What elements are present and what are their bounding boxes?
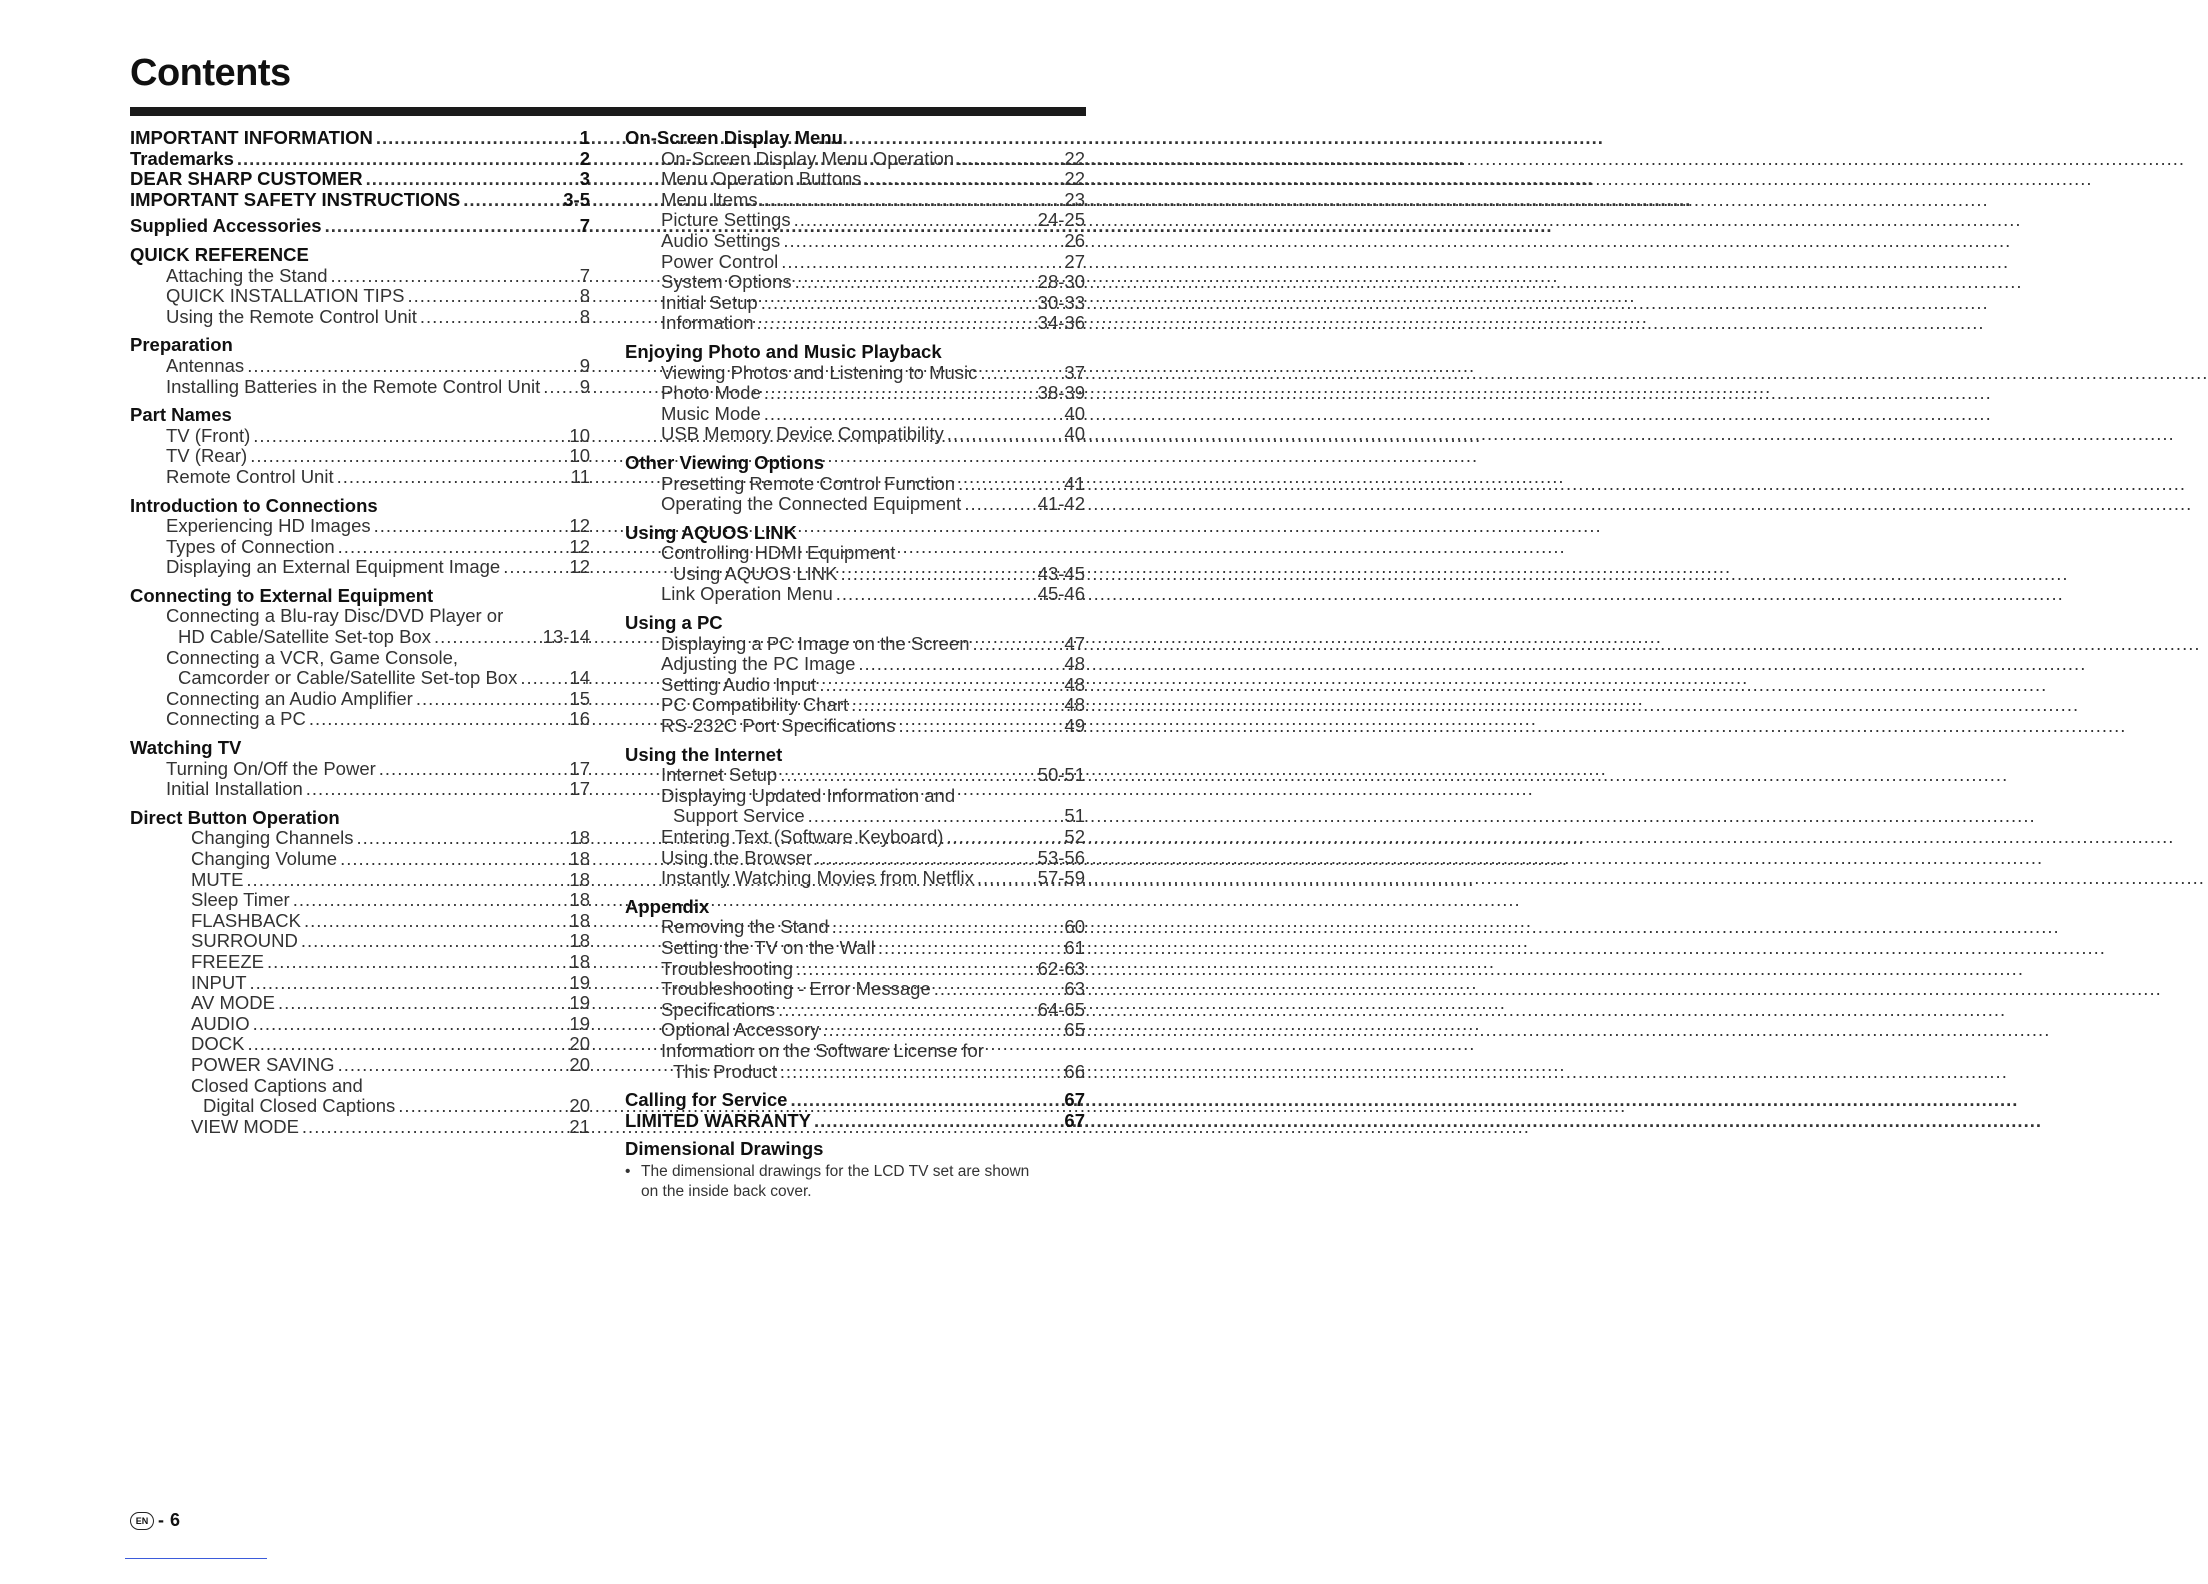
toc-entry[interactable]: Link Operation Menu ..... 45-46 <box>625 584 1085 605</box>
toc-entry[interactable]: Presetting Remote Control Function ..... 41 <box>625 474 1085 495</box>
toc-entry[interactable]: Using the Browser ..... 53-56 <box>625 848 1085 869</box>
toc-entry[interactable]: RS-232C Port Specifications ..... 49 <box>625 716 1085 737</box>
toc-entry-line[interactable]: Information on the Software License for <box>661 1039 984 1061</box>
section-heading: Watching TV <box>130 737 242 759</box>
toc-entry[interactable]: Changing Volume ..... 18 <box>130 849 590 870</box>
toc-entry-safety-instructions[interactable]: IMPORTANT SAFETY INSTRUCTIONS ..... 3-5 <box>130 190 590 211</box>
toc-entry[interactable]: Menu Operation Buttons ..... 22 <box>625 169 1085 190</box>
toc-entry[interactable]: Information ..... 34-36 <box>625 313 1085 334</box>
toc-entry[interactable]: Experiencing HD Images ..... 12 <box>130 516 590 537</box>
toc-entry-line[interactable]: Connecting a VCR, Game Console, <box>166 646 459 668</box>
toc-entry[interactable]: Removing the Stand ..... 60 <box>625 917 1085 938</box>
toc-entry[interactable]: Sleep Timer ..... 18 <box>130 890 590 911</box>
page-title: Contents <box>130 52 291 94</box>
toc-entry[interactable]: Power Control ..... 27 <box>625 252 1085 273</box>
section-heading: Preparation <box>130 334 233 356</box>
section-heading: Appendix <box>625 895 710 917</box>
toc-entry[interactable]: Picture Settings ..... 24-25 <box>625 210 1085 231</box>
toc-entry[interactable]: VIEW MODE ..... 21 <box>130 1117 590 1138</box>
page-number: 6 <box>170 1510 181 1530</box>
toc-entry[interactable]: Photo Mode ..... 38-39 <box>625 383 1085 404</box>
toc-entry[interactable]: TV (Rear) ..... 10 <box>130 446 590 467</box>
toc-entry[interactable]: Entering Text (Software Keyboard) ..... 52 <box>625 827 1085 848</box>
toc-entry[interactable]: Menu Items ..... 23 <box>625 190 1085 211</box>
toc-entry-line[interactable]: Controlling HDMI Equipment <box>661 542 896 564</box>
toc-entry[interactable]: Audio Settings ..... 26 <box>625 231 1085 252</box>
toc-entry-important-information[interactable]: IMPORTANT INFORMATION ..... 1 <box>130 128 590 149</box>
toc-entry-dear-sharp-customer[interactable]: DEAR SHARP CUSTOMER ..... 3 <box>130 169 590 190</box>
toc-entry[interactable]: Support Service ..... 51 <box>625 806 1085 827</box>
toc-entry[interactable]: Setting Audio Input ..... 48 <box>625 675 1085 696</box>
section-heading: QUICK REFERENCE <box>130 243 309 265</box>
section-heading: Dimensional Drawings <box>625 1138 824 1160</box>
toc-entry[interactable]: System Options ..... 28-30 <box>625 272 1085 293</box>
toc-entry[interactable]: Turning On/Off the Power ..... 17 <box>130 759 590 780</box>
toc-entry[interactable]: Internet Setup ..... 50-51 <box>625 765 1085 786</box>
toc-entry-trademarks[interactable]: Trademarks ..... 2 <box>130 149 590 170</box>
toc-entry[interactable]: AV MODE ..... 19 <box>130 993 590 1014</box>
toc-entry[interactable]: Music Mode ..... 40 <box>625 404 1085 425</box>
toc-left-column <box>130 128 590 1137</box>
toc-entry[interactable]: This Product ..... 66 <box>625 1062 1085 1083</box>
section-heading: Using AQUOS LINK <box>625 521 797 543</box>
toc-entry[interactable]: Installing Batteries in the Remote Control Unit ..... 9 <box>130 377 590 398</box>
section-heading: Introduction to Connections <box>130 494 378 516</box>
toc-entry-line[interactable]: Connecting a Blu-ray Disc/DVD Player or <box>166 605 504 627</box>
toc-entry[interactable]: Using the Remote Control Unit ..... 8 <box>130 307 590 328</box>
toc-entry[interactable]: FREEZE ..... 18 <box>130 952 590 973</box>
toc-entry[interactable]: Viewing Photos and Listening to Music ..... 37 <box>625 363 1085 384</box>
toc-entry[interactable]: On-Screen Display Menu Operation ..... 22 <box>625 149 1085 170</box>
toc-entry[interactable]: Initial Setup ..... 30-33 <box>625 293 1085 314</box>
toc-entry[interactable]: Antennas ..... 9 <box>130 356 590 377</box>
toc-entry[interactable]: Displaying a PC Image on the Screen ..... 47 <box>625 634 1085 655</box>
toc-entry[interactable]: Types of Connection ..... 12 <box>130 537 590 558</box>
toc-entry[interactable]: Troubleshooting - Error Message ..... 63 <box>625 979 1085 1000</box>
toc-entry[interactable]: USB Memory Device Compatibility ..... 40 <box>625 424 1085 445</box>
toc-entry[interactable]: Attaching the Stand ..... 7 <box>130 266 590 287</box>
toc-entry[interactable]: Connecting an Audio Amplifier ..... 15 <box>130 689 590 710</box>
toc-entry[interactable]: Camcorder or Cable/Satellite Set-top Box ..... 14 <box>130 668 590 689</box>
section-heading: Connecting to External Equipment <box>130 584 434 606</box>
footer-divider <box>125 1558 267 1559</box>
dimensional-note: • The dimensional drawings for the LCD TV set are shown on the inside back cover. <box>625 1162 1030 1200</box>
toc-entry[interactable]: Connecting a PC ..... 16 <box>130 709 590 730</box>
toc-entry[interactable]: AUDIO ..... 19 <box>130 1014 590 1035</box>
footer-separator: - <box>158 1510 164 1530</box>
toc-entry[interactable]: HD Cable/Satellite Set-top Box ..... 13-14 <box>130 627 590 648</box>
bullet-icon: • <box>625 1162 631 1180</box>
page-footer <box>130 1510 180 1531</box>
toc-entry[interactable]: Adjusting the PC Image ..... 48 <box>625 654 1085 675</box>
toc-entry[interactable]: Displaying an External Equipment Image ..... 12 <box>130 557 590 578</box>
toc-entry[interactable]: DOCK ..... 20 <box>130 1034 590 1055</box>
toc-entry[interactable]: Specifications ..... 64-65 <box>625 1000 1085 1021</box>
section-heading: Direct Button Operation <box>130 806 340 828</box>
section-heading: Enjoying Photo and Music Playback <box>625 340 942 362</box>
toc-entry[interactable]: Remote Control Unit ..... 11 <box>130 467 590 488</box>
toc-entry[interactable]: MUTE ..... 18 <box>130 870 590 891</box>
toc-entry[interactable]: Instantly Watching Movies from Netflix ..... 57-59 <box>625 868 1085 889</box>
section-heading: Using the Internet <box>625 743 783 765</box>
toc-entry[interactable]: Optional Accessory ..... 65 <box>625 1020 1085 1041</box>
toc-entry[interactable]: PC Compatibility Chart ..... 48 <box>625 695 1085 716</box>
toc-entry[interactable]: QUICK INSTALLATION TIPS ..... 8 <box>130 286 590 307</box>
toc-entry-limited-warranty[interactable]: LIMITED WARRANTY ..... 67 <box>625 1111 1085 1132</box>
section-heading: Other Viewing Options <box>625 451 825 473</box>
toc-entry[interactable]: Initial Installation ..... 17 <box>130 779 590 800</box>
toc-entry[interactable]: POWER SAVING ..... 20 <box>130 1055 590 1076</box>
toc-entry[interactable]: Setting the TV on the Wall ..... 61 <box>625 938 1085 959</box>
toc-entry-line[interactable]: Closed Captions and <box>191 1074 363 1096</box>
toc-entry[interactable]: Operating the Connected Equipment ..... 41-42 <box>625 494 1085 515</box>
toc-entry-calling-for-service[interactable]: Calling for Service ..... 67 <box>625 1090 1085 1111</box>
toc-entry[interactable]: FLASHBACK ..... 18 <box>130 911 590 932</box>
title-rule <box>130 107 1086 116</box>
toc-entry[interactable]: SURROUND ..... 18 <box>130 931 590 952</box>
toc-entry[interactable]: Using AQUOS LINK ..... 43-45 <box>625 564 1085 585</box>
toc-entry[interactable]: INPUT ..... 19 <box>130 973 590 994</box>
toc-entry-line[interactable]: Displaying Updated Information and <box>661 784 956 806</box>
language-badge-icon: EN <box>130 1512 154 1530</box>
section-heading: On-Screen Display Menu <box>625 127 843 148</box>
toc-entry-supplied-accessories[interactable]: Supplied Accessories ..... 7 <box>130 216 590 237</box>
toc-entry[interactable]: Digital Closed Captions ..... 20 <box>130 1096 590 1117</box>
section-heading: Part Names <box>130 404 232 426</box>
toc-entry[interactable]: Changing Channels ..... 18 <box>130 828 590 849</box>
toc-entry[interactable]: Troubleshooting ..... 62-63 <box>625 959 1085 980</box>
toc-entry[interactable]: TV (Front) ..... 10 <box>130 426 590 447</box>
section-heading: Using a PC <box>625 612 723 634</box>
toc-right-column <box>625 128 1085 1202</box>
